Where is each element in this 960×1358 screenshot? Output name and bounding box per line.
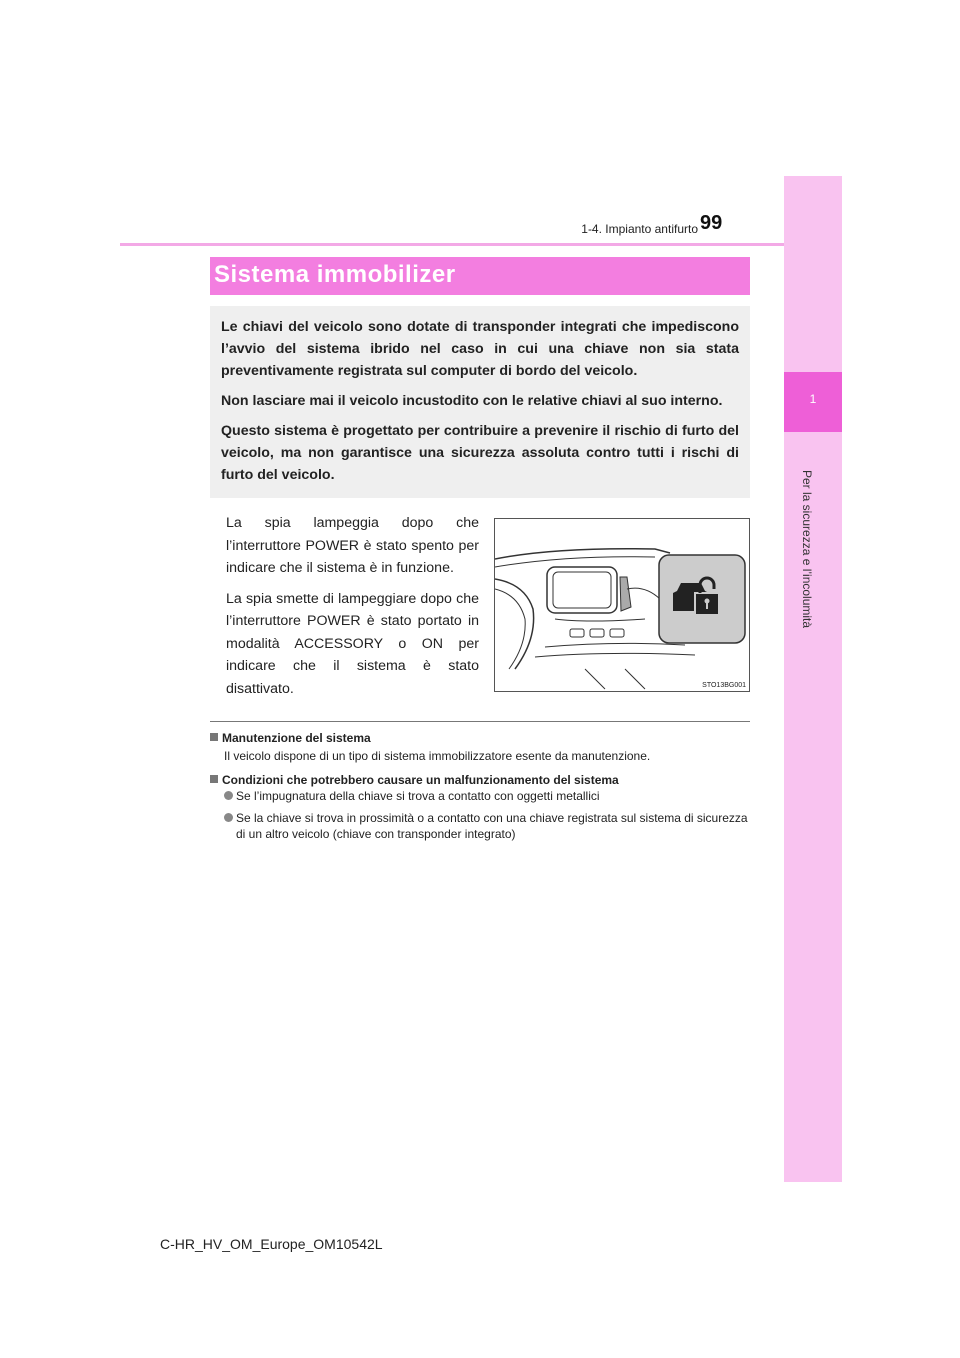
body-paragraph: La spia smette di lampeggiare dopo che l’interruttore POWER è stato portato in modalità ACCESSORY o ON per indicare che il sistema è stato disattivato. bbox=[226, 590, 479, 697]
intro-paragraph: Non lasciare mai il veicolo incustodito con le relative chiavi al suo interno. bbox=[221, 393, 723, 409]
intro-paragraph: Le chiavi del veicolo sono dotate di transponder integrati che impediscono l’avvio del sistema ibrido nel caso in cui una chiave non sia stata preventivamente registrata sul computer di bordo del veicolo. bbox=[221, 319, 739, 379]
footer-document-id: C-HR_HV_OM_Europe_OM10542L bbox=[160, 1236, 383, 1252]
notes-section bbox=[210, 730, 750, 848]
side-chapter-number: 1 bbox=[809, 392, 817, 406]
note-heading: Condizioni che potrebbero causare un malfunzionamento del sistema bbox=[210, 772, 750, 788]
note-heading: Manutenzione del sistema bbox=[210, 730, 750, 746]
notes-divider bbox=[210, 721, 750, 722]
body-text bbox=[226, 512, 479, 708]
list-item: Se l’impugnatura della chiave si trova a contatto con oggetti metallici bbox=[224, 788, 750, 804]
dashboard-figure bbox=[494, 518, 750, 692]
intro-box bbox=[210, 306, 750, 498]
list-item: Se la chiave si trova in prossimità o a contatto con una chiave registrata sul sistema di sicurezza di un altro veicolo (chiave con transponder integrato) bbox=[224, 810, 750, 842]
round-bullet-icon bbox=[224, 791, 233, 800]
page-number: 99 bbox=[700, 212, 723, 234]
round-bullet-icon bbox=[224, 813, 233, 822]
square-bullet-icon bbox=[210, 733, 218, 741]
side-chapter-tab bbox=[784, 176, 842, 1182]
side-chapter-title: Per la sicurezza e l’incolumità bbox=[800, 470, 814, 629]
intro-paragraph: Questo sistema è progettato per contribuire a prevenire il rischio di furto del veicolo, ma non garantisce una sicurezza assoluta contro tutti i rischi di furto del veicolo. bbox=[221, 423, 739, 483]
square-bullet-icon bbox=[210, 775, 218, 783]
section-label: 1-4. Impianto antifurto bbox=[581, 222, 698, 236]
body-paragraph: La spia lampeggia dopo che l’interruttore POWER è stato spento per indicare che il sistema è in funzione. bbox=[226, 515, 479, 576]
page-title: Sistema immobilizer bbox=[214, 261, 456, 288]
note-text: Il veicolo dispone di un tipo di sistema immobilizzatore esente da manutenzione. bbox=[224, 749, 651, 763]
header-rule bbox=[120, 243, 784, 246]
dashboard-illustration bbox=[495, 519, 749, 691]
figure-code: STO13BG001 bbox=[702, 682, 746, 689]
